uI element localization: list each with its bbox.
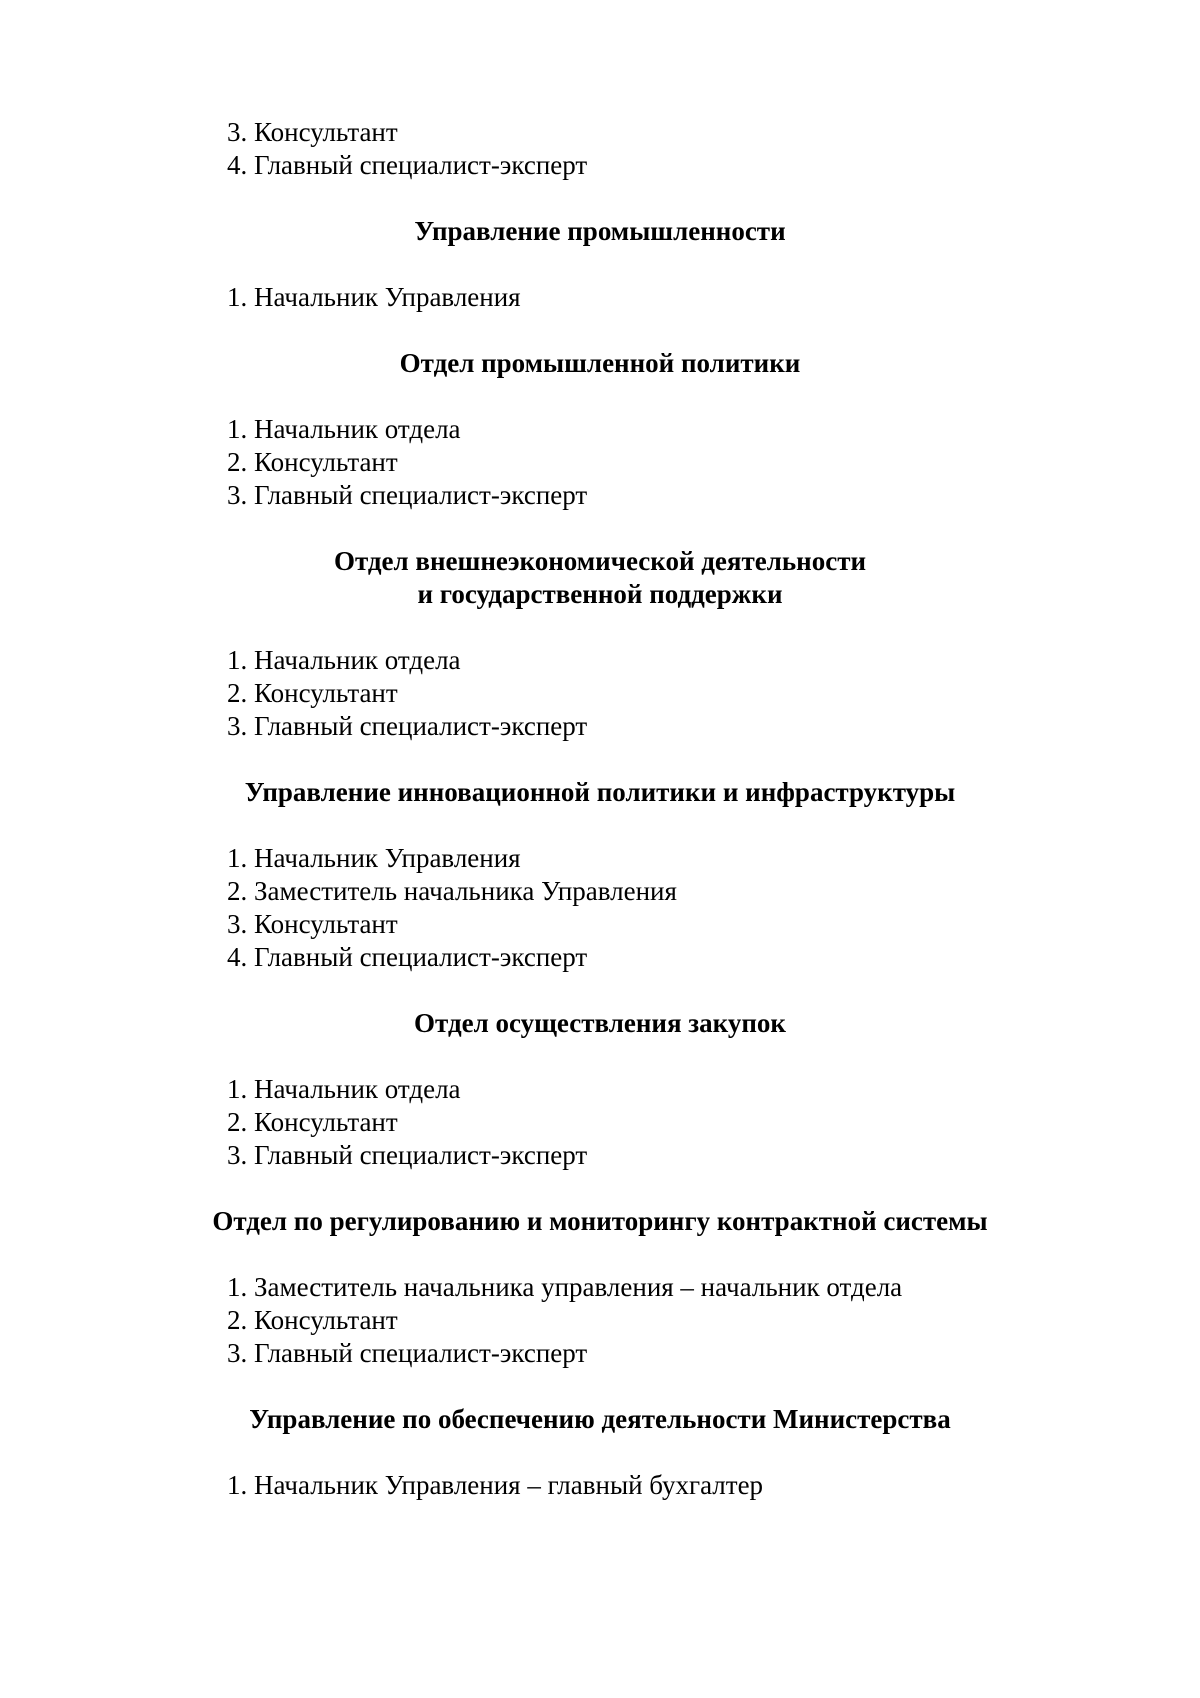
list-item: 2. Консультант [227,678,398,708]
list-item: 3. Главный специалист-эксперт [227,1140,588,1170]
section-heading-line: Отдел промышленной политики [399,348,801,378]
list-item: 4. Главный специалист-эксперт [227,150,588,180]
section-heading-line: Управление по обеспечению деятельности Министерства [249,1404,951,1434]
section-heading-line: и государственной поддержки [417,579,783,609]
list-item: 2. Консультант [227,447,398,477]
list-item: 2. Консультант [227,1305,398,1335]
list-item: 2. Заместитель начальника Управления [227,876,677,906]
section-heading-line: Управление инновационной политики и инфраструктуры [244,777,956,807]
list-item: 3. Главный специалист-эксперт [227,480,588,510]
list-item: 4. Главный специалист-эксперт [227,942,588,972]
section-heading [0,1205,1200,1237]
list-item: 3. Консультант [227,909,398,939]
section-heading [0,215,1200,247]
list-item: 3. Главный специалист-эксперт [227,1338,588,1368]
list-item: 1. Начальник отдела [227,1074,461,1104]
list-item: 3. Консультант [227,117,398,147]
list-item: 1. Начальник Управления [227,282,521,312]
section-heading-line: Управление промышленности [414,216,786,246]
section-heading-line: Отдел по регулированию и мониторингу контрактной системы [212,1206,988,1236]
section-heading [0,545,1200,610]
section-heading [0,347,1200,379]
list-item: 1. Начальник отдела [227,645,461,675]
section-heading-line: Отдел осуществления закупок [414,1008,786,1038]
list-item: 1. Начальник Управления – главный бухгалтер [227,1470,764,1500]
section-heading [0,1403,1200,1435]
list-item: 1. Заместитель начальника управления – начальник отдела [227,1272,903,1302]
list-item: 3. Главный специалист-эксперт [227,711,588,741]
list-item: 2. Консультант [227,1107,398,1137]
list-item: 1. Начальник отдела [227,414,461,444]
section-heading [0,776,1200,808]
list-item: 1. Начальник Управления [227,843,521,873]
section-heading [0,1007,1200,1039]
section-heading-line: Отдел внешнеэкономической деятельности [333,546,867,576]
